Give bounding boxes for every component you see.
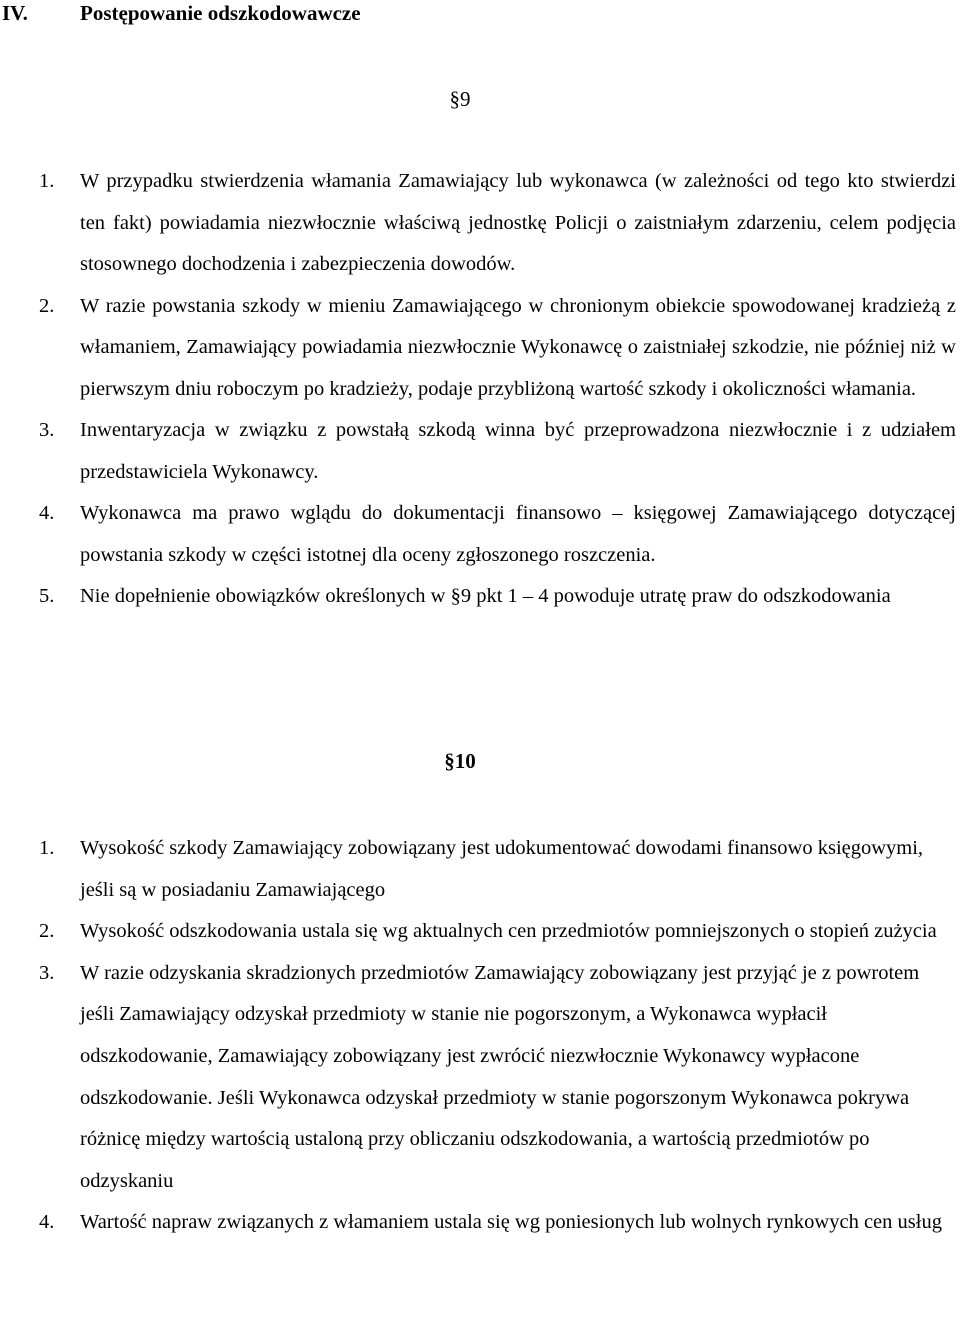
chapter-heading xyxy=(2,0,361,26)
item-number: 2. xyxy=(39,294,55,317)
item-number: 3. xyxy=(39,961,55,984)
item-number: 1. xyxy=(39,170,55,192)
item-text: W razie powstania szkody w mieniu Zamawiającego w chronionym obiekcie spowodowanej kradzieżą z włamaniem, Zamawiający powiadamia niezwłocznie Wykonawcę o zaistniałej szkodzie, nie później niż w pierwszym dniu roboczym po kradzieży, podaje przybliżoną wartość szkody i okoliczności włamania. xyxy=(80,294,956,400)
list-item xyxy=(0,1202,956,1244)
item-text: Wysokość odszkodowania ustala się wg aktualnych cen przedmiotów pomniejszonych o stopień zużycia xyxy=(80,920,937,943)
item-text: W razie odzyskania skradzionych przedmiotów Zamawiający zobowiązany jest przyjąć je z powrotem jeśli Zamawiający odzyskał przedmioty w stanie nie pogorszonym, a Wykonawca wypłacił odszkodowanie, Zamawiający zobowiązany jest zwrócić niezwłocznie Wykonawcy wypłacone odszkodowanie. Jeśli Wykonawca odzyskał przedmioty w stanie pogorszonym Wykonawca pokrywa różnicę między wartością ustaloną przy obliczaniu odszkodowania, a wartością przedmiotów po odzyskaniu xyxy=(80,961,920,1192)
item-number: 2. xyxy=(39,920,55,943)
item-number: 1. xyxy=(39,837,55,859)
chapter-number: IV. xyxy=(2,1,28,25)
item-number: 4. xyxy=(39,502,55,524)
item-text: Wykonawca ma prawo wglądu do dokumentacji finansowo – księgowej Zamawiającego dotyczącej powstania szkody w części istotnej dla oceny zgłoszonego roszczenia. xyxy=(80,502,956,566)
section-9-list xyxy=(0,161,960,618)
list-item xyxy=(0,161,956,286)
section-mark-10: §10 xyxy=(444,749,476,773)
item-text: Wysokość szkody Zamawiający zobowiązany jest udokumentować dowodami finansowo księgowymi, jeśli są w posiadaniu Zamawiającego xyxy=(80,837,924,901)
section-10-list xyxy=(0,828,960,1244)
list-item xyxy=(0,911,956,953)
item-text: Wartość napraw związanych z włamaniem ustala się wg poniesionych lub wolnych rynkowych cen usług xyxy=(80,1211,942,1234)
list-item xyxy=(0,953,956,1203)
item-text: W przypadku stwierdzenia włamania Zamawiający lub wykonawca (w zależności od tego kto stwierdzi ten fakt) powiadamia niezwłocznie właściwą jednostkę Policji o zaistniałym zdarzeniu, celem podjęcia stosownego dochodzenia i zabezpieczenia dowodów. xyxy=(80,170,956,275)
section-mark-9: §9 xyxy=(449,87,471,111)
list-item xyxy=(0,576,956,618)
list-item xyxy=(0,410,956,493)
list-item xyxy=(0,493,956,576)
item-text: Inwentaryzacja w związku z powstałą szkodą winna być przeprowadzona niezwłocznie i z udziałem przedstawiciela Wykonawcy. xyxy=(80,419,956,483)
item-number: 4. xyxy=(39,1211,55,1234)
list-item xyxy=(0,828,956,911)
item-text: Nie dopełnienie obowiązków określonych w §9 pkt 1 – 4 powoduje utratę praw do odszkodowania xyxy=(80,585,891,607)
list-item xyxy=(0,286,956,411)
item-number: 3. xyxy=(39,419,55,441)
item-number: 5. xyxy=(39,585,55,607)
chapter-title: Postępowanie odszkodowawcze xyxy=(80,1,361,25)
